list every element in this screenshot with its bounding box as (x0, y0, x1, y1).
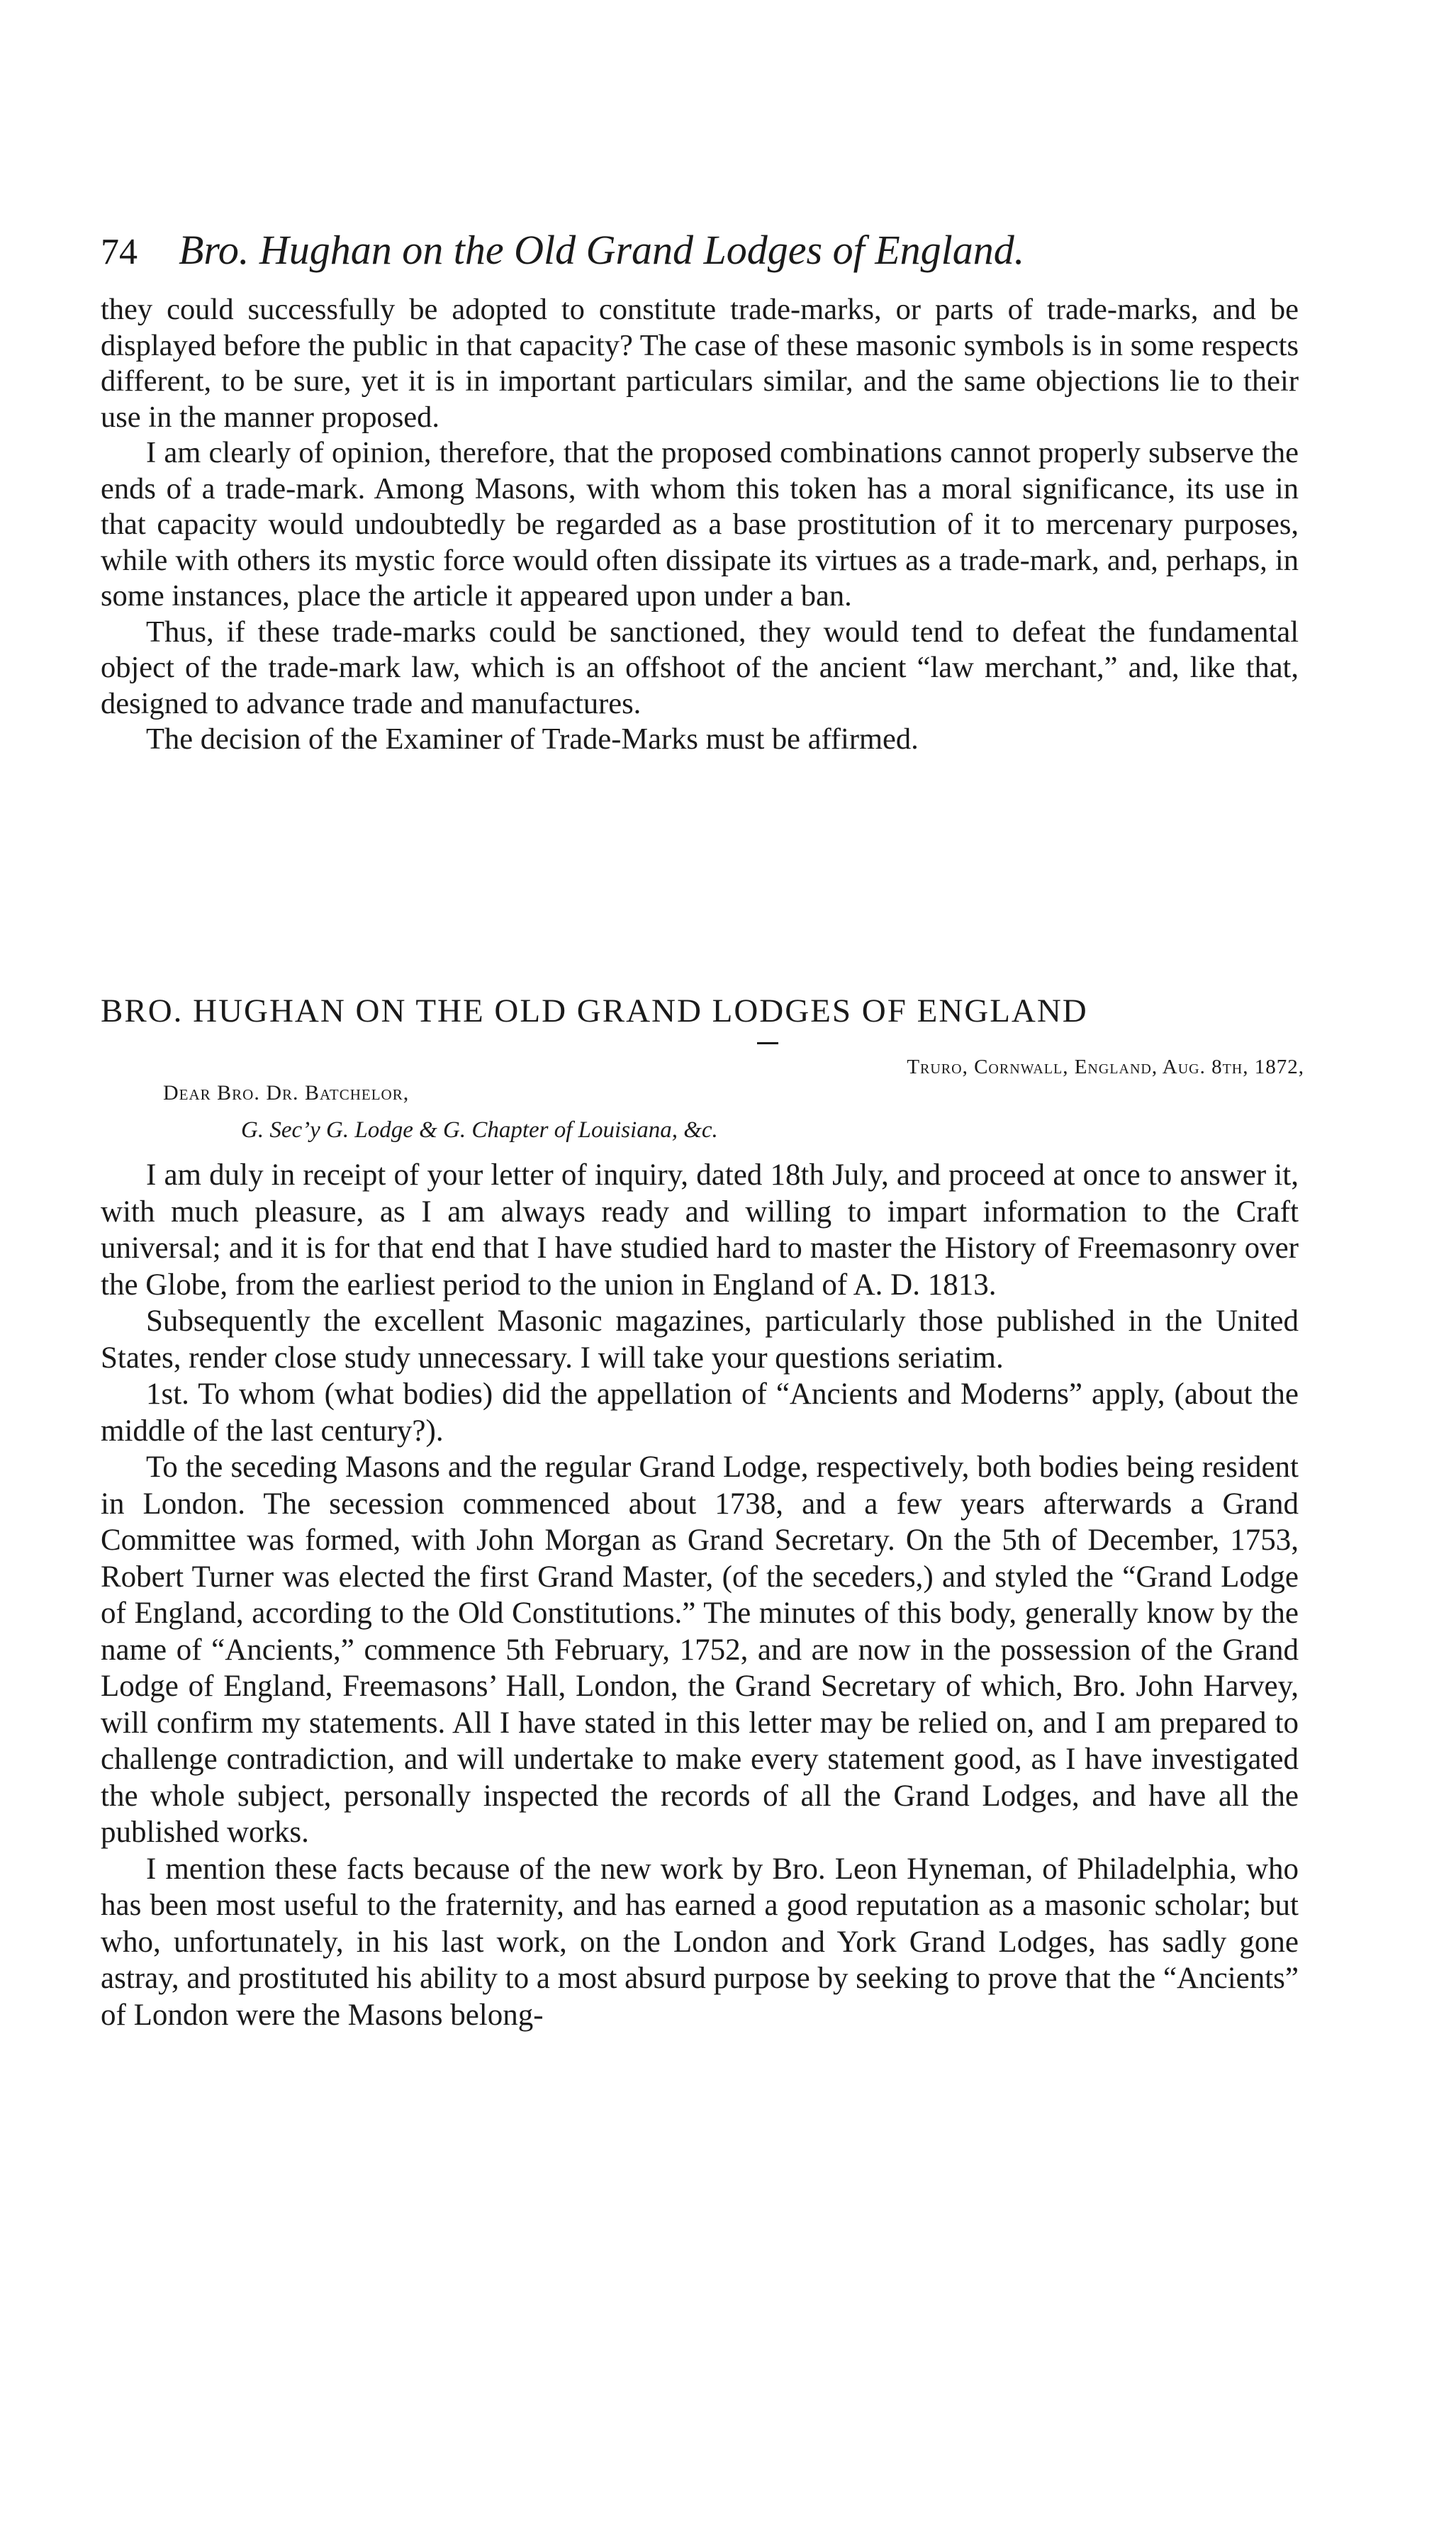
letter-salutation: Dear Bro. Dr. Batchelor, (163, 1081, 410, 1105)
running-head (101, 225, 1306, 277)
paragraph: they could successfully be adopted to constitute trade-marks, or parts of trade-marks, and be displayed before the public in that capacity? The case of these masonic symbols is in some respects different, to be sure, yet it is in important particulars similar, and the same objections lie to their use in the manner proposed. (101, 293, 1299, 434)
paragraph: Thus, if these trade-marks could be sanctioned, they would tend to defeat the fundamental object of the trade-mark law, which is an offshoot of the ancient “law merchant,” and, like that, designed to advance trade and manufactures. (101, 615, 1299, 720)
letter-dateline: Truro, Cornwall, England, Aug. 8th, 1872, (907, 1056, 1304, 1078)
paragraph: I am duly in receipt of your letter of inquiry, dated 18th July, and proceed at once to answer it, with much pleasure, as I am always ready and willing to impart information to the Craft universal; and it is for that end that I have studied hard to master the History of Freemasonry over the Globe, from the earliest period to the union in England of A. D. 1813. (101, 1158, 1299, 1302)
previous-article-text (101, 292, 1299, 758)
article-title: BRO. HUGHAN ON THE OLD GRAND LODGES OF ENGLAND (101, 993, 1088, 1029)
paragraph: 1st. To whom (what bodies) did the appellation of “Ancients and Moderns” apply, (about the middle of the last century?). (101, 1377, 1299, 1448)
page-number: 74 (101, 232, 138, 272)
paragraph: To the seceding Masons and the regular Grand Lodge, respectively, both bodies being resident in London. The secession commenced about 1738, and a few years afterwards a Grand Committee was formed, with John Morgan as Grand Secretary. On the 5th of December, 1753, Robert Turner was elected the first Grand Master, (of the seceders,) and styled the “Grand Lodge of England, according to the Old Constitutions.” The minutes of this body, generally know by the name of “Ancients,” commence 5th February, 1752, and are now in the possession of the Grand Lodge of England, Freemasons’ Hall, London, the Grand Secretary of which, Bro. John Harvey, will confirm my statements. All I have stated in this letter may be relied on, and I am prepared to challenge contradiction, and will undertake to make every statement good, as I have investigated the whole subject, personally inspected the records of all the Grand Lodges, and have all the published works. (101, 1451, 1299, 1849)
paragraph: The decision of the Examiner of Trade-Marks must be affirmed. (146, 722, 919, 756)
paragraph: I mention these facts because of the new work by Bro. Leon Hyneman, of Philadelphia, who has been most useful to the fraternity, and has earned a good reputation as a masonic scholar; but who, unfortunately, in his last work, on the London and York Grand Lodges, has sadly gone astray, and prostituted his ability to a most absurd purpose by seeking to prove that the “Ancients” of London were the Masons belong- (101, 1852, 1299, 2032)
paragraph: Subsequently the excellent Masonic magazines, particularly those published in the United States, render close study unnecessary. I will take your questions seriatim. (101, 1304, 1299, 1375)
running-title: Bro. Hughan on the Old Grand Lodges of England. (179, 227, 1025, 273)
paragraph: I am clearly of opinion, therefore, that the proposed combinations cannot properly subserve the ends of a trade-mark. Among Masons, with whom this token has a moral significance, its use in that capacity would undoubtedly be regarded as a base prostitution of it to mercenary purposes, while with others its mystic force would often dissipate its virtues as a trade-mark, and, perhaps, in some instances, place the article it appeared upon under a ban. (101, 436, 1299, 613)
title-ornament-rule (757, 1042, 778, 1044)
article-body (101, 1157, 1299, 2033)
letter-addressee: G. Sec’y G. Lodge & G. Chapter of Louisiana, &c. (241, 1117, 718, 1143)
